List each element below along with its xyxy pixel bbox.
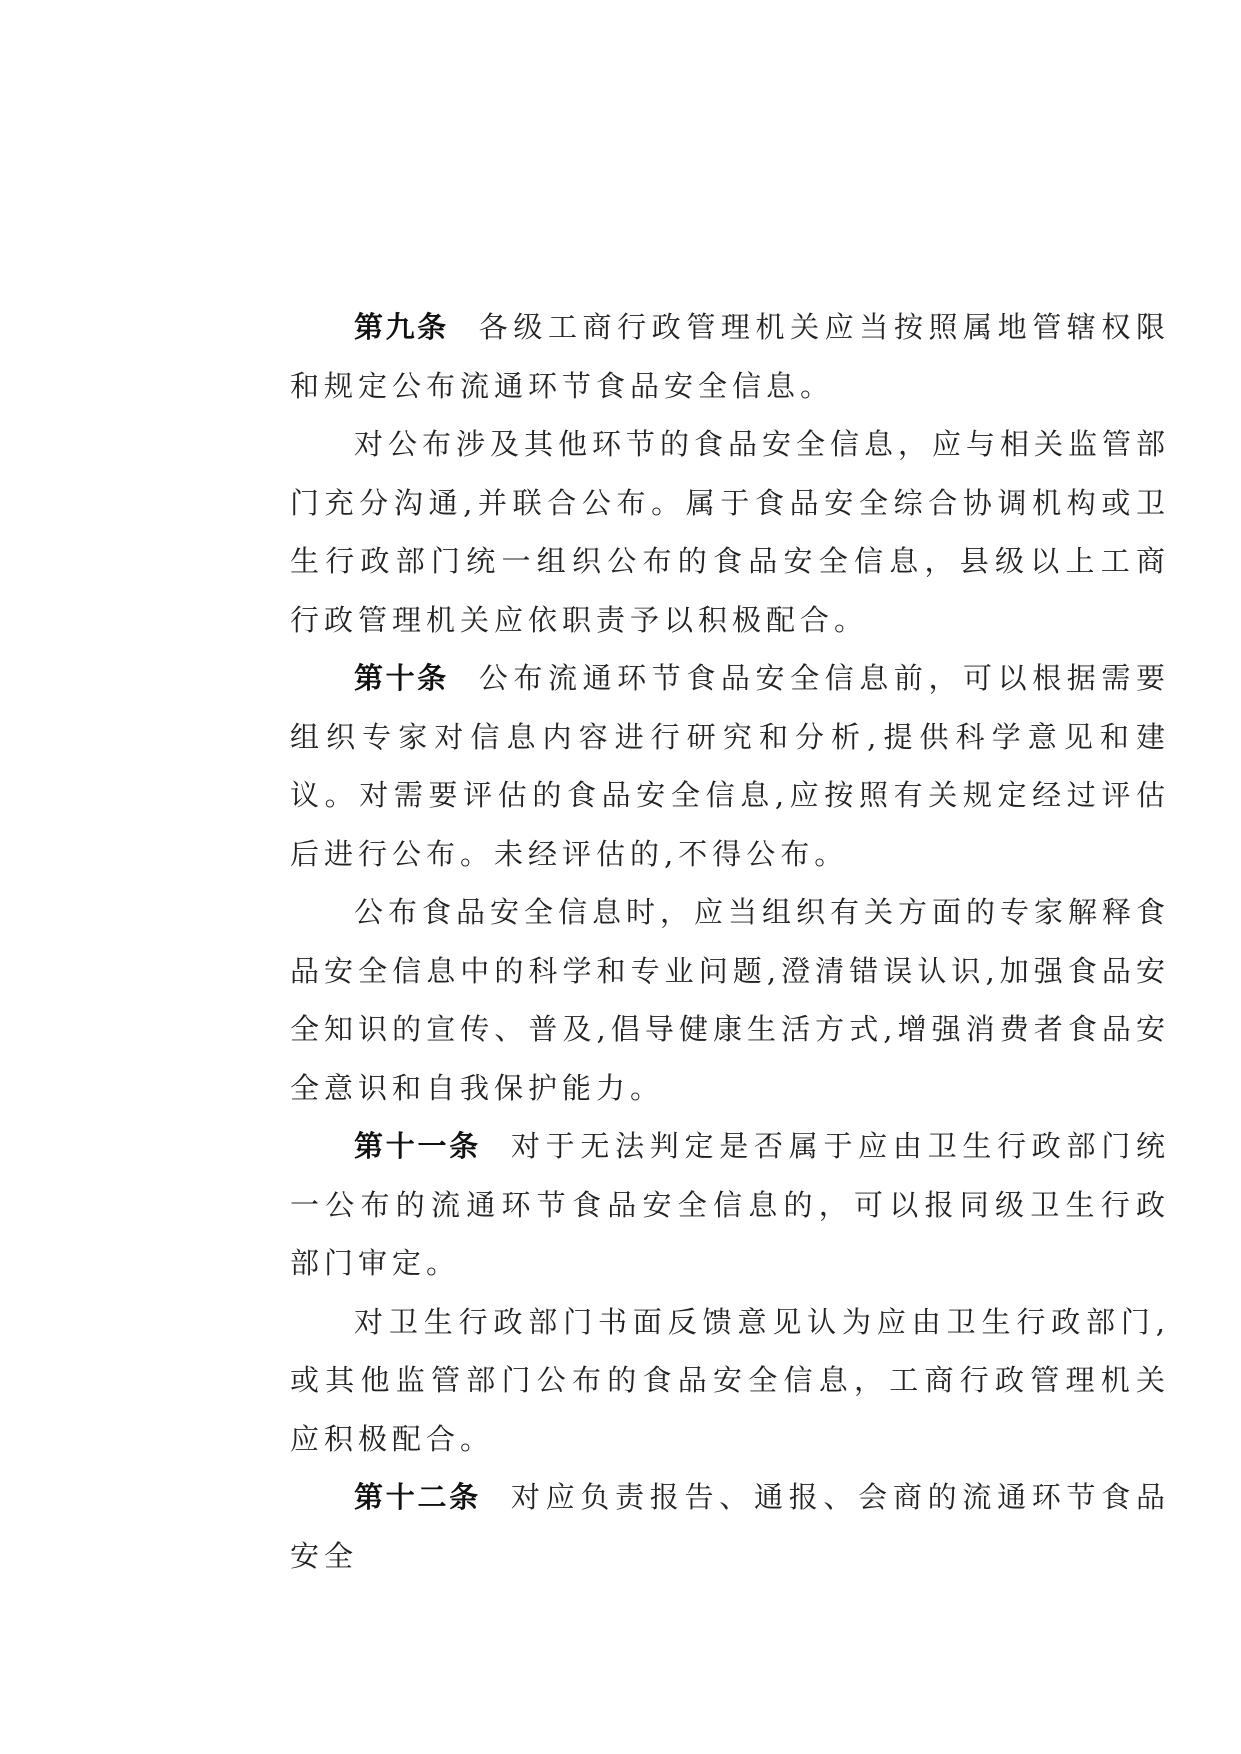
paragraph-text: 对卫生行政部门书面反馈意见认为应由卫生行政部门,或其他监管部门公布的食品安全信息，工商行政管理机关应积极配合。 xyxy=(290,1304,1170,1456)
article-number: 第九条 xyxy=(354,310,449,344)
paragraph-text: 公布流通环节食品安全信息前，可以根据需要组织专家对信息内容进行研究和分析,提供科学意见和建议。对需要评估的食品安全信息,应按照有关规定经过评估后进行公布。未经评估的,不得公布。 xyxy=(290,661,1170,871)
article-number: 第十二条 xyxy=(354,1480,481,1514)
article-number: 第十条 xyxy=(354,661,449,695)
paragraph-text: 对公布涉及其他环节的食品安全信息，应与相关监管部门充分沟通,并联合公布。属于食品安全综合协调机构或卫生行政部门统一组织公布的食品安全信息，县级以上工商行政管理机关应依职责予以积极配合。 xyxy=(290,427,1171,637)
paragraph-article-9 xyxy=(290,298,1170,415)
paragraph-article-11-continued xyxy=(290,1293,1170,1469)
paragraph-text: 公布食品安全信息时，应当组织有关方面的专家解释食品安全信息中的科学和专业问题,澄清错误认识,加强食品安全知识的宣传、普及,倡导健康生活方式,增强消费者食品安全意识和自我保护能力。 xyxy=(290,895,1171,1105)
paragraph-article-9-continued xyxy=(290,415,1170,649)
article-number: 第十一条 xyxy=(354,1129,481,1163)
paragraph-article-12 xyxy=(290,1468,1170,1585)
paragraph-text: 对应负责报告、通报、会商的流通环节食品安全 xyxy=(290,1480,1170,1573)
paragraph-article-11 xyxy=(290,1117,1170,1293)
paragraph-text: 各级工商行政管理机关应当按照属地管辖权限和规定公布流通环节食品安全信息。 xyxy=(290,310,1170,403)
paragraph-text: 对于无法判定是否属于应由卫生行政部门统一公布的流通环节食品安全信息的，可以报同级卫生行政部门审定。 xyxy=(290,1129,1170,1280)
paragraph-article-10 xyxy=(290,649,1170,883)
paragraph-article-10-continued xyxy=(290,883,1170,1117)
document-body xyxy=(290,298,1170,1585)
